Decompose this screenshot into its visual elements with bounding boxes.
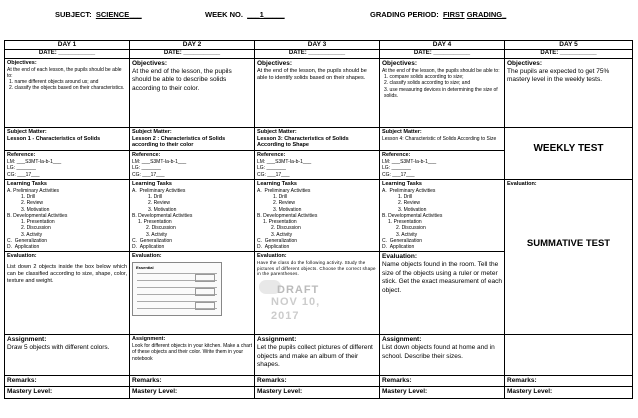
reference-label: Reference:	[132, 152, 161, 159]
assignment-cell	[505, 335, 633, 376]
task-group-c: C. Generalization	[132, 237, 173, 244]
task-group-d: D. Application	[382, 244, 415, 250]
assignment-label: Assignment:	[132, 336, 166, 343]
task-item-text: Presentation	[393, 219, 422, 225]
subject-field	[55, 10, 142, 19]
learning-tasks-cell	[380, 179, 505, 251]
task-item: 3. Motivation	[273, 206, 302, 213]
week-label: WEEK NO.	[205, 10, 243, 19]
learning-tasks-label: Learning Tasks	[132, 180, 172, 187]
mastery-level-cell	[380, 387, 505, 398]
task-a-label: Preliminary Activities	[13, 187, 59, 194]
evaluation-label: Evaluation:	[382, 253, 418, 261]
task-item: 1. Presentation	[21, 219, 55, 225]
task-group-c: C. Generalization	[7, 237, 48, 244]
task-item-text: Discussion	[276, 225, 301, 232]
reference-cg: CG: ___17___	[7, 171, 40, 178]
assignment-text: Look for different objects in your kitchen. Make a chart of these objects and their color. Write them in your notebook	[132, 343, 252, 362]
mastery-level-cell	[5, 387, 130, 398]
task-c-label: Generalization	[14, 237, 48, 244]
date-field: DATE: ___________	[5, 50, 130, 59]
worksheet-title: Essential	[136, 265, 154, 271]
reference-lm: LM: ___S3MT-Ia-b-1___	[7, 159, 62, 166]
assignment-cell	[255, 335, 380, 376]
subject-matter-text: Lesson 3: Characteristics of Solids According to Shape	[257, 135, 349, 149]
day5-evaluation-cell	[505, 179, 633, 334]
day-title-row	[5, 41, 633, 50]
learning-tasks-label: Learning Tasks	[382, 180, 422, 187]
subject-matter-text: Lesson 4: Characteristic of Solids According to Size	[382, 135, 497, 142]
subject-matter-text: Lesson 2 : Characteristics of Solids according to their color	[132, 135, 226, 149]
task-item: 2. Discussion	[396, 225, 426, 232]
task-group-c: C. Generalization	[257, 237, 298, 244]
mastery-level-row	[5, 387, 633, 398]
objectives-item: 2. classify the objects based on their characteristics.	[9, 85, 125, 92]
objectives-cell	[380, 58, 505, 127]
mastery-level-label: Mastery Level:	[507, 388, 553, 396]
task-item-text: Activity	[276, 231, 293, 238]
task-item: 3. Activity	[396, 231, 418, 238]
task-item-text: Presentation	[26, 219, 55, 225]
task-item-text: Review	[278, 200, 295, 207]
task-item: 3. Activity	[146, 231, 168, 238]
task-item-text: Drill	[403, 194, 413, 200]
task-group-d: D. Application	[7, 244, 40, 250]
learning-tasks-cell	[255, 179, 380, 251]
objectives-cell	[5, 58, 130, 127]
day-title: DAY 4	[380, 41, 505, 50]
task-item-text: Activity	[26, 231, 43, 238]
remarks-label: Remarks:	[257, 377, 287, 385]
date-field: DATE: ___________	[505, 50, 633, 59]
task-item-text: Discussion	[151, 225, 176, 232]
subject-label: SUBJECT:	[55, 10, 92, 19]
task-item-text: Discussion	[401, 225, 426, 232]
task-item: 3. Motivation	[398, 206, 427, 213]
task-item-text: Review	[403, 200, 420, 207]
task-item-text: Motivation	[26, 206, 50, 213]
evaluation-label: Evaluation:	[132, 253, 162, 260]
task-group-d: D. Application	[132, 244, 165, 250]
objectives-item: 1. name different objects around us; and	[9, 79, 99, 85]
subject-matter-text: Lesson 1 - Characteristics of Solids	[7, 135, 101, 142]
learning-tasks-label: Learning Tasks	[7, 180, 47, 187]
task-item-text: Motivation	[403, 206, 427, 213]
draft-watermark-line-2: NOV 10, 2017	[271, 296, 321, 322]
reference-label: Reference:	[257, 152, 286, 159]
task-group-c: C. Generalization	[382, 237, 423, 244]
evaluation-cell	[130, 252, 255, 335]
objectives-cell	[130, 58, 255, 127]
task-a-label: Preliminary Activities	[389, 187, 436, 194]
task-item-text: Review	[153, 200, 170, 207]
objectives-cell	[255, 58, 380, 127]
subject-matter-label: Subject Matter:	[257, 128, 297, 135]
task-item-text: Review	[26, 200, 43, 207]
objectives-item: 3. use measuring devices in determining the size of solids.	[384, 86, 498, 99]
subject-value: SCIENCE	[95, 10, 130, 19]
reference-cell	[255, 151, 380, 180]
remarks-label: Remarks:	[132, 377, 162, 385]
objectives-text: At the end of the lesson, the pupils should be able to describe solids according to their color.	[132, 67, 232, 92]
task-item: 3. Activity	[271, 231, 293, 238]
task-d-label: Application	[389, 244, 415, 250]
reference-cg: CG: ___17___	[257, 171, 290, 178]
objectives-text: At the end of each lesson, the pupils should be able to:	[7, 66, 122, 79]
task-item: 2. Discussion	[146, 225, 176, 232]
grading-value-2: GRADING_	[466, 10, 507, 19]
lesson-plan-table	[4, 40, 633, 399]
worksheet-image	[132, 262, 222, 316]
task-item: 2. Discussion	[21, 225, 51, 232]
evaluation-label: Evaluation:	[507, 180, 537, 187]
grading-label: GRADING PERIOD:	[370, 10, 439, 19]
task-c-label: Generalization	[389, 237, 423, 244]
task-item: 2. Review	[398, 200, 420, 207]
task-item: 1. Drill	[148, 194, 163, 200]
reference-cell	[130, 151, 255, 180]
evaluation-cell	[255, 252, 380, 335]
task-item-text: Drill	[278, 194, 288, 200]
date-field: DATE: ___________	[130, 50, 255, 59]
mastery-level-label: Mastery Level:	[132, 388, 178, 396]
objectives-item: 1. compare solids according to size;	[384, 74, 464, 80]
week-value: ___1_____	[247, 10, 285, 19]
task-item: 2. Review	[21, 200, 43, 207]
subject-matter-row	[5, 127, 633, 151]
objectives-item: 2. classify solids according to size; and	[384, 80, 471, 87]
day-title: DAY 3	[255, 41, 380, 50]
subject-matter-label: Subject Matter:	[132, 128, 172, 135]
reference-lm: LM: ___S3MT-Ia-b-1___	[257, 159, 312, 166]
weekly-test-cell	[505, 127, 633, 179]
task-a-label: Preliminary Activities	[264, 187, 311, 194]
date-row	[5, 50, 633, 59]
assignment-cell	[380, 335, 505, 376]
subject-matter-label: Subject Matter:	[7, 128, 47, 135]
task-group-b: B. Developmental Activities	[257, 212, 318, 219]
mastery-level-label: Mastery Level:	[382, 388, 428, 396]
task-group-b: B. Developmental Activities	[132, 212, 193, 219]
assignment-text: Let the pupils collect pictures of different objects and make an album of their shapes.	[257, 344, 373, 369]
task-group-d: D. Application	[257, 244, 290, 250]
objectives-text: At the end of the lesson, the pupils should be able to identify solids based on their shapes.	[257, 67, 367, 81]
task-item: 3. Activity	[21, 231, 43, 238]
task-c-label: Generalization	[264, 237, 298, 244]
remarks-cell	[130, 376, 255, 387]
objectives-text: At the end of the lesson, the pupils should be able to:	[382, 67, 500, 74]
task-item: 2. Discussion	[271, 225, 301, 232]
weekly-test-label: WEEKLY TEST	[533, 142, 604, 154]
reference-label: Reference:	[7, 152, 36, 159]
task-item-text: Discussion	[26, 225, 51, 232]
grading-field	[370, 10, 506, 19]
remarks-cell	[505, 376, 633, 387]
remarks-cell	[5, 376, 130, 387]
mastery-level-label: Mastery Level:	[257, 388, 303, 396]
task-item: 3. Motivation	[21, 206, 50, 213]
task-item: 1. Presentation	[138, 219, 172, 225]
mastery-level-label: Mastery Level:	[7, 388, 53, 396]
objectives-label: Objectives:	[257, 59, 293, 67]
summative-test-label: SUMMATIVE TEST	[526, 237, 611, 249]
mastery-level-cell	[255, 387, 380, 398]
remarks-label: Remarks:	[382, 377, 412, 385]
task-item: 2. Review	[148, 200, 170, 207]
reference-cell	[5, 151, 130, 180]
task-item-text: Activity	[401, 231, 418, 238]
task-item-text: Drill	[153, 194, 163, 200]
mastery-level-cell	[505, 387, 633, 398]
date-field: DATE: ___________	[255, 50, 380, 59]
assignment-label: Assignment:	[7, 336, 47, 344]
objectives-label: Objectives:	[382, 59, 418, 67]
learning-tasks-cell	[130, 179, 255, 251]
task-group-a: A. Preliminary Activities	[382, 187, 436, 194]
task-group-b: B. Developmental Activities	[7, 212, 68, 219]
task-b-label: Developmental Activities	[263, 212, 318, 219]
assignment-label: Assignment:	[257, 336, 297, 344]
subject-matter-cell	[130, 127, 255, 151]
learning-tasks-cell	[5, 179, 130, 251]
task-b-label: Developmental Activities	[388, 212, 443, 219]
subject-matter-cell	[5, 127, 130, 151]
evaluation-cell	[5, 252, 130, 335]
objectives-row	[5, 58, 633, 127]
task-d-label: Application	[14, 244, 40, 250]
assignment-label: Assignment:	[382, 336, 422, 344]
task-group-a: A. Preliminary Activities	[7, 187, 59, 194]
task-a-label: Preliminary Activities	[139, 187, 186, 194]
reference-lm: LM: ___S3MT-Ia-b-1___	[382, 159, 437, 166]
reference-lg: LG: _______	[132, 165, 161, 172]
task-item: 1. Drill	[273, 194, 288, 200]
task-item: 1. Presentation	[263, 219, 297, 225]
reference-cell	[380, 151, 505, 180]
draft-watermark-line-1: DRAFT	[277, 284, 320, 296]
evaluation-text: List down 2 objects inside the box below which can be classified according to size, shape, color, texture and weight.	[7, 264, 127, 285]
reference-lg: LG: _______	[382, 165, 411, 172]
remarks-label: Remarks:	[7, 377, 37, 385]
remarks-label: Remarks:	[507, 377, 537, 385]
assignment-text: List down objects found at home and in school. Describe their sizes.	[382, 344, 495, 360]
objectives-label: Objectives:	[507, 59, 543, 67]
draft-watermark-image	[257, 280, 345, 322]
subject-matter-cell	[380, 127, 505, 151]
task-group-a: A. Preliminary Activities	[257, 187, 311, 194]
assignment-cell	[130, 335, 255, 376]
task-item: 3. Motivation	[148, 206, 177, 213]
reference-lg: LG: _______	[257, 165, 286, 172]
week-field	[205, 10, 285, 19]
task-item: 2. Review	[273, 200, 295, 207]
assignment-cell	[5, 335, 130, 376]
remarks-cell	[380, 376, 505, 387]
task-d-label: Application	[264, 244, 290, 250]
reference-label: Reference:	[382, 152, 411, 159]
objectives-label: Objectives:	[7, 59, 37, 66]
remarks-cell	[255, 376, 380, 387]
assignment-row	[5, 335, 633, 376]
task-b-label: Developmental Activities	[13, 212, 68, 219]
assignment-text: Draw 5 objects with different colors.	[7, 344, 110, 352]
remarks-row	[5, 376, 633, 387]
task-b-label: Developmental Activities	[138, 212, 193, 219]
task-item-text: Motivation	[278, 206, 302, 213]
learning-tasks-label: Learning Tasks	[257, 180, 297, 187]
day-title: DAY 5	[505, 41, 633, 50]
task-item-text: Presentation	[143, 219, 172, 225]
learning-tasks-row	[5, 179, 633, 251]
date-field: DATE: ___________	[380, 50, 505, 59]
task-item-text: Motivation	[153, 206, 177, 213]
subject-matter-label: Subject Matter:	[382, 128, 422, 135]
evaluation-text: Name objects found in the room. Tell the size of the objects using a ruler or meter stick. Get the exact measurement of each object.	[382, 261, 502, 294]
task-item: 1. Presentation	[388, 219, 422, 225]
reference-lg: LG: _______	[7, 165, 36, 172]
mastery-level-cell	[130, 387, 255, 398]
task-group-b: B. Developmental Activities	[382, 212, 443, 219]
evaluation-label: Evaluation:	[7, 253, 37, 260]
task-group-a: A. Preliminary Activities	[132, 187, 186, 194]
task-item-text: Drill	[26, 194, 36, 200]
task-item-text: Presentation	[268, 219, 297, 225]
objectives-text: The pupils are expected to get 75% mastery level in the weekly tests.	[507, 67, 610, 84]
objectives-cell	[505, 58, 633, 127]
subject-matter-cell	[255, 127, 380, 151]
task-item: 1. Drill	[21, 194, 36, 200]
reference-lm: LM: ___S3MT-Ia-b-1___	[132, 159, 187, 166]
grading-value: FIRST	[442, 10, 465, 19]
objectives-label: Objectives:	[132, 59, 168, 67]
page-header	[0, 10, 638, 24]
evaluation-label: Evaluation:	[257, 253, 287, 260]
evaluation-cell	[380, 252, 505, 335]
task-c-label: Generalization	[139, 237, 173, 244]
task-d-label: Application	[139, 244, 165, 250]
evaluation-text: Have the class do the following activity. Study the pictures of different objects. Choose the correct shape in the parentheses.	[257, 260, 376, 277]
reference-cg: CG: ___17___	[132, 171, 165, 178]
reference-cg: CG: ___17___	[382, 171, 415, 178]
subject-blank: ___	[129, 10, 142, 19]
task-item-text: Activity	[151, 231, 168, 238]
day-title: DAY 2	[130, 41, 255, 50]
day-title: DAY 1	[5, 41, 130, 50]
task-item: 1. Drill	[398, 194, 413, 200]
